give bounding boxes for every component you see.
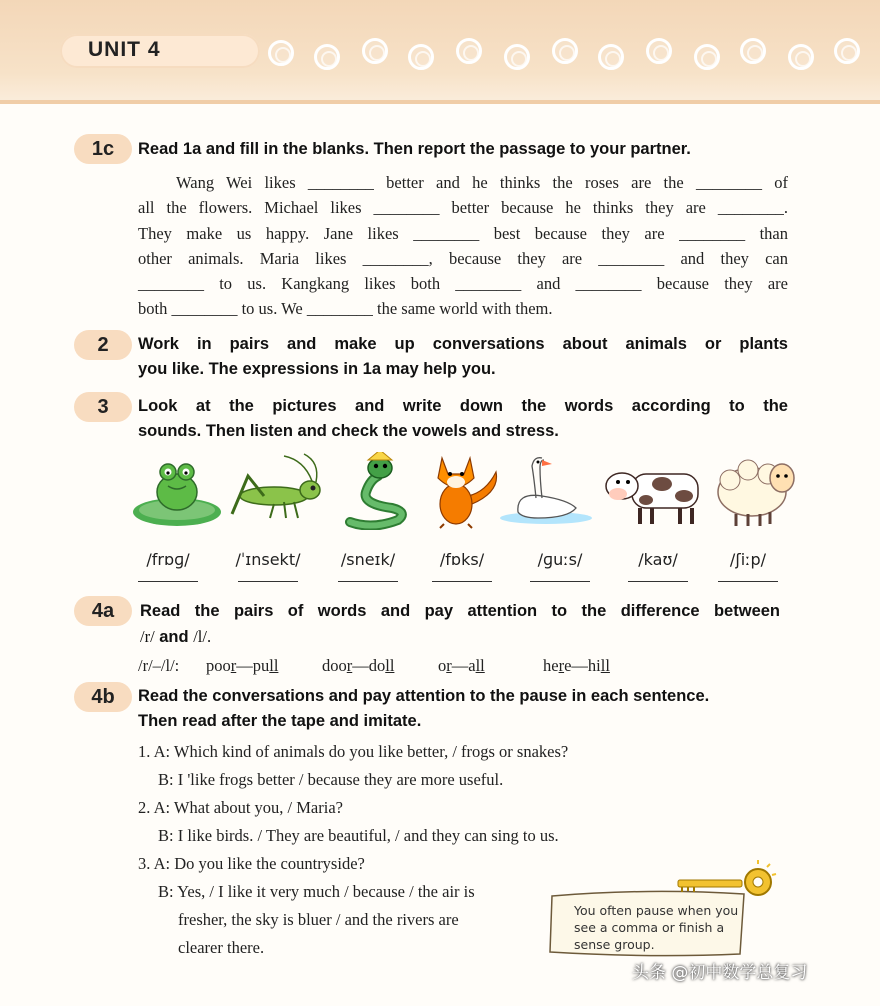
conversation-line: clearer there. xyxy=(178,938,265,957)
pair-part: —pu xyxy=(236,656,270,675)
ring-icon xyxy=(694,44,720,70)
section-4a-instruction xyxy=(140,599,780,650)
ring-icon xyxy=(268,40,294,66)
word-pair xyxy=(322,656,438,676)
goose-picture xyxy=(498,452,594,530)
pair-part: r xyxy=(346,656,353,675)
pair-part: o xyxy=(438,656,447,675)
phonetic-item xyxy=(232,550,304,582)
pair-part: ll xyxy=(269,656,279,675)
decorative-rings xyxy=(268,38,880,68)
phonetic-text: /kaʊ/ xyxy=(638,550,678,569)
cow-picture xyxy=(602,452,706,530)
ring-icon xyxy=(598,44,624,70)
ring-icon xyxy=(740,38,766,64)
key-icon xyxy=(676,858,780,898)
snake-picture xyxy=(342,452,408,530)
ring-icon xyxy=(788,44,814,70)
pairs-label: /r/–/l/: xyxy=(138,656,180,675)
conversation-line: 1. A: Which kind of animals do you like better, / frogs or snakes? xyxy=(138,742,569,761)
pair-part: ll xyxy=(600,656,610,675)
phonetic-text: /ʃiːp/ xyxy=(729,550,767,569)
conversation-line: 2. A: What about you, / Maria? xyxy=(138,798,343,817)
phoneme-r: /r/ xyxy=(140,627,155,646)
tip-note-text: You often pause when you see a comma or finish a sense group. xyxy=(574,903,739,952)
ring-icon xyxy=(362,38,388,64)
word-pair xyxy=(206,656,322,676)
pair-part: r xyxy=(558,656,565,675)
section-badge-4a: 4a xyxy=(74,596,132,626)
pair-part: he xyxy=(543,656,559,675)
phonetic-item xyxy=(622,550,694,582)
pair-part: —do xyxy=(352,656,386,675)
unit-title: UNIT 4 xyxy=(88,38,161,61)
answer-blank[interactable] xyxy=(628,581,688,582)
answer-blank[interactable] xyxy=(238,581,298,582)
answer-blank[interactable] xyxy=(338,581,398,582)
phonetic-item xyxy=(524,550,596,582)
conversation-line: B: I like birds. / They are beautiful, / and they can sing to us. xyxy=(158,826,559,845)
phonetic-text: /frɒɡ/ xyxy=(146,550,190,569)
pair-part: r xyxy=(230,656,237,675)
fox-picture xyxy=(420,452,500,530)
phonetic-item xyxy=(712,550,784,582)
section-badge-3: 3 xyxy=(74,392,132,422)
phonetic-text: /ˈɪnsekt/ xyxy=(235,550,301,569)
instruction-line: you like. The expressions in 1a may help you. xyxy=(138,360,496,378)
and-text: and xyxy=(154,628,194,646)
instruction-line: Work in pairs and make up conversations about animals or plants xyxy=(138,335,788,353)
phonetic-item xyxy=(426,550,498,582)
answer-blank[interactable] xyxy=(138,581,198,582)
answer-blank[interactable] xyxy=(530,581,590,582)
frog-picture xyxy=(132,452,222,530)
instruction-line: Read the conversations and pay attention to the pause in each sentence. xyxy=(138,687,710,705)
pair-part: poo xyxy=(206,656,231,675)
phonetic-item xyxy=(332,550,404,582)
header-divider xyxy=(0,100,880,104)
phonetic-item xyxy=(132,550,204,582)
ring-icon xyxy=(834,38,860,64)
instruction-line: sounds. Then listen and check the vowels and stress. xyxy=(138,422,559,440)
answer-blank[interactable] xyxy=(432,581,492,582)
pair-part: ll xyxy=(475,656,485,675)
section-1c-instruction: Read 1a and fill in the blanks. Then report the passage to your partner. xyxy=(138,140,691,158)
answer-blank[interactable] xyxy=(718,581,778,582)
passage-line: Wang Wei likes ________ better and he thinks the roses are the ________ of xyxy=(176,173,788,192)
passage-line: all the flowers. Michael likes ________ better because he thinks they are ________. xyxy=(138,198,788,218)
ring-icon xyxy=(314,44,340,70)
conversation-line: B: I 'like frogs better / because they are more useful. xyxy=(158,770,504,789)
phonetic-row xyxy=(132,550,802,594)
passage-line: ________ to us. Kangkang likes both ________ and ________ because they are xyxy=(138,274,788,294)
word-pair xyxy=(438,656,543,676)
section-3-instruction xyxy=(138,394,788,444)
pair-part: —a xyxy=(451,656,476,675)
pair-part: r xyxy=(446,656,452,675)
fill-in-passage xyxy=(138,170,788,322)
pair-part: ll xyxy=(385,656,395,675)
animal-pictures xyxy=(132,452,802,530)
instruction-line: Read the pairs of words and pay attention to the difference between xyxy=(140,602,780,620)
pair-part: doo xyxy=(322,656,347,675)
pair-part: e—hi xyxy=(564,656,601,675)
minimal-pairs xyxy=(138,656,610,676)
phonetic-text: /ɡuːs/ xyxy=(537,550,583,569)
conversation-line: 3. A: Do you like the countryside? xyxy=(138,854,365,873)
instruction-line xyxy=(140,624,780,650)
section-badge-1c: 1c xyxy=(74,134,132,164)
section-badge-2: 2 xyxy=(74,330,132,360)
section-badge-4b: 4b xyxy=(74,682,132,712)
conversation-line: fresher, the sky is bluer / and the rivers are xyxy=(178,910,459,929)
passage-line: both ________ to us. We ________ the same world with them. xyxy=(138,299,553,319)
conversation-line: B: Yes, / I like it very much / because / the air is xyxy=(158,882,475,901)
instruction-line: Look at the pictures and write down the words according to the xyxy=(138,397,788,415)
watermark: 头条 @初中数学总复习 xyxy=(632,963,808,983)
sheep-picture xyxy=(714,452,800,530)
ring-icon xyxy=(552,38,578,64)
ring-icon xyxy=(504,44,530,70)
phonetic-text: /fɒks/ xyxy=(439,550,485,569)
section-2-instruction xyxy=(138,332,788,382)
passage-line: other animals. Maria likes ________, because they are ________ and they can xyxy=(138,248,788,268)
passage-line: They make us happy. Jane likes ________ best because they are ________ than xyxy=(138,223,788,243)
ring-icon xyxy=(408,44,434,70)
phoneme-l: /l/. xyxy=(193,627,212,646)
word-pair xyxy=(543,656,610,676)
section-4b-instruction xyxy=(138,684,788,734)
ring-icon xyxy=(456,38,482,64)
phonetic-text: /sneɪk/ xyxy=(340,550,396,569)
instruction-line: Then read after the tape and imitate. xyxy=(138,712,422,730)
ring-icon xyxy=(646,38,672,64)
insect-picture xyxy=(224,452,326,530)
